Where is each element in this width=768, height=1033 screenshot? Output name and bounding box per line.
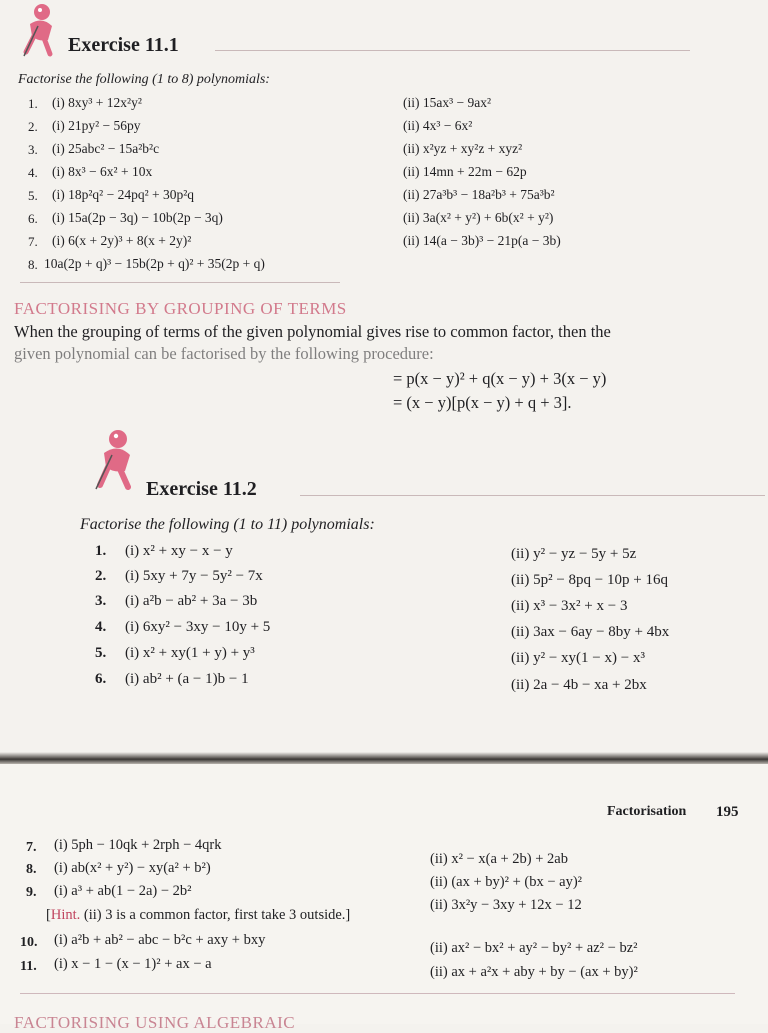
problem-part-ii: (ii) 5p² − 8pq − 10p + 16q (511, 572, 668, 588)
problem-part-ii: (ii) x² − x(a + 2b) + 2ab (430, 851, 568, 867)
item-number: 1. (95, 543, 107, 559)
problem-part-ii: (ii) y² − yz − 5y + 5z (511, 546, 637, 562)
page-separator (0, 752, 768, 764)
problem-part-ii: (ii) ax + a²x + aby + by − (ax + by)² (430, 964, 638, 980)
item-number: 11. (20, 959, 37, 974)
problem-part-i: (i) a³ + ab(1 − 2a) − 2b² (54, 883, 192, 899)
item-number: 5. (28, 188, 38, 203)
problem-part-i: (i) 5xy + 7y − 5y² − 7x (125, 568, 263, 584)
problem-part-ii: (ii) 14mn + 22m − 62p (403, 164, 527, 179)
hint-text: (ii) 3 is a common factor, first take 3 outside.] (83, 907, 351, 923)
problem-part-i: (i) 15a(2p − 3q) − 10b(2p − 3q) (52, 210, 223, 225)
problem-part-i: (i) 6xy² − 3xy − 10y + 5 (125, 619, 271, 635)
section-body-line: given polynomial can be factorised by the following procedure: (14, 344, 434, 363)
problem-part-ii: (ii) 3x²y − 3xy + 12x − 12 (430, 897, 582, 913)
problem-part-ii: (ii) 4x³ − 6x² (403, 118, 473, 133)
item-number: 7. (28, 234, 38, 249)
problem-part-ii: (ii) x²yz + xy²z + xyz² (403, 141, 523, 156)
section-divider (20, 993, 735, 994)
problem-part-ii: (ii) 14(a − 3b)³ − 21p(a − 3b) (403, 233, 561, 248)
problem-part-ii: (ii) y² − xy(1 − x) − x³ (511, 650, 645, 666)
problem-part-ii: (ii) (ax + by)² + (bx − ay)² (430, 874, 583, 890)
problem-part-ii: (ii) 27a³b³ − 18a²b³ + 75a³b² (403, 187, 555, 202)
exercise-title: Exercise 11.2 (146, 478, 257, 500)
hint-bracket: [ (46, 907, 51, 923)
problem-part-ii: (ii) 3ax − 6ay − 8by + 4bx (511, 624, 670, 640)
problem-part-ii: (ii) ax² − bx² + ay² − by² + az² − bz² (430, 940, 638, 956)
problem-part-i: (i) ab(x² + y²) − xy(a² + b²) (54, 860, 211, 876)
page-number: 195 (716, 804, 739, 820)
problem-part-i: (i) 6(x + 2y)³ + 8(x + 2y)² (52, 233, 192, 248)
item-number: 2. (95, 568, 107, 584)
problem-part-i: (i) x² + xy − x − y (125, 543, 233, 559)
problem-part-i: (i) 5ph − 10qk + 2rph − 4qrk (54, 837, 222, 853)
problem-part-i: (i) a²b − ab² + 3a − 3b (125, 593, 258, 609)
exercise-intro: Factorise the following (1 to 11) polynomials: (80, 516, 375, 533)
item-number: 6. (28, 211, 38, 226)
item-number: 1. (28, 96, 38, 111)
problem-part-i: (i) 8x³ − 6x² + 10x (52, 164, 153, 179)
problem-part-i: (i) a²b + ab² − abc − b²c + axy + bxy (54, 932, 266, 948)
equation-line: = p(x − y)² + q(x − y) + 3(x − y) (393, 369, 607, 388)
item-number: 3. (28, 142, 38, 157)
mascot-figure-icon (88, 427, 140, 491)
problem-part-i: (i) 25abc² − 15a²b²c (52, 141, 160, 156)
problem-part-i: (i) x² + xy(1 + y) + y³ (125, 645, 255, 661)
equation-line: = (x − y)[p(x − y) + q + 3]. (393, 393, 572, 412)
item-number: 5. (95, 645, 107, 661)
section-divider (20, 282, 340, 283)
problem-part-ii: (ii) 15ax³ − 9ax² (403, 95, 492, 110)
section-body-line: When the grouping of terms of the given polynomial gives rise to common factor, then the (14, 322, 611, 341)
section-heading: FACTORISING BY GROUPING OF TERMS (14, 299, 347, 318)
running-header-title: Factorisation (607, 804, 687, 819)
hint-label: Hint. (50, 907, 81, 923)
item-number: 8. (26, 862, 37, 877)
title-rule (215, 50, 690, 51)
problem-part-ii: (ii) 2a − 4b − xa + 2bx (511, 677, 647, 693)
item-number: 9. (26, 885, 37, 900)
problem-part-ii: (ii) x³ − 3x² + x − 3 (511, 598, 628, 614)
problem-part-i: 10a(2p + q)³ − 15b(2p + q)² + 35(2p + q) (44, 256, 265, 271)
title-rule (300, 495, 765, 496)
item-number: 2. (28, 119, 38, 134)
item-number: 4. (28, 165, 38, 180)
item-number: 8. (28, 257, 38, 272)
item-number: 3. (95, 593, 107, 609)
problem-part-i: (i) 18p²q² − 24pq² + 30p²q (52, 187, 195, 202)
exercise-title: Exercise 11.1 (68, 34, 179, 56)
problem-part-i: (i) 8xy³ + 12x²y² (52, 95, 142, 110)
item-number: 10. (20, 935, 38, 950)
section-heading-cut: FACTORISING USING ALGEBRAIC (14, 1013, 296, 1032)
hint-line (46, 907, 350, 924)
mascot-figure-icon (16, 2, 62, 58)
item-number: 6. (95, 671, 107, 687)
problem-part-ii: (ii) 3a(x² + y²) + 6b(x² + y²) (403, 210, 554, 225)
problem-part-i: (i) x − 1 − (x − 1)² + ax − a (54, 956, 212, 972)
item-number: 4. (95, 619, 107, 635)
problem-part-i: (i) 21py² − 56py (52, 118, 141, 133)
exercise-intro: Factorise the following (1 to 8) polynomials: (18, 72, 270, 87)
item-number: 7. (26, 840, 37, 855)
problem-part-i: (i) ab² + (a − 1)b − 1 (125, 671, 249, 687)
